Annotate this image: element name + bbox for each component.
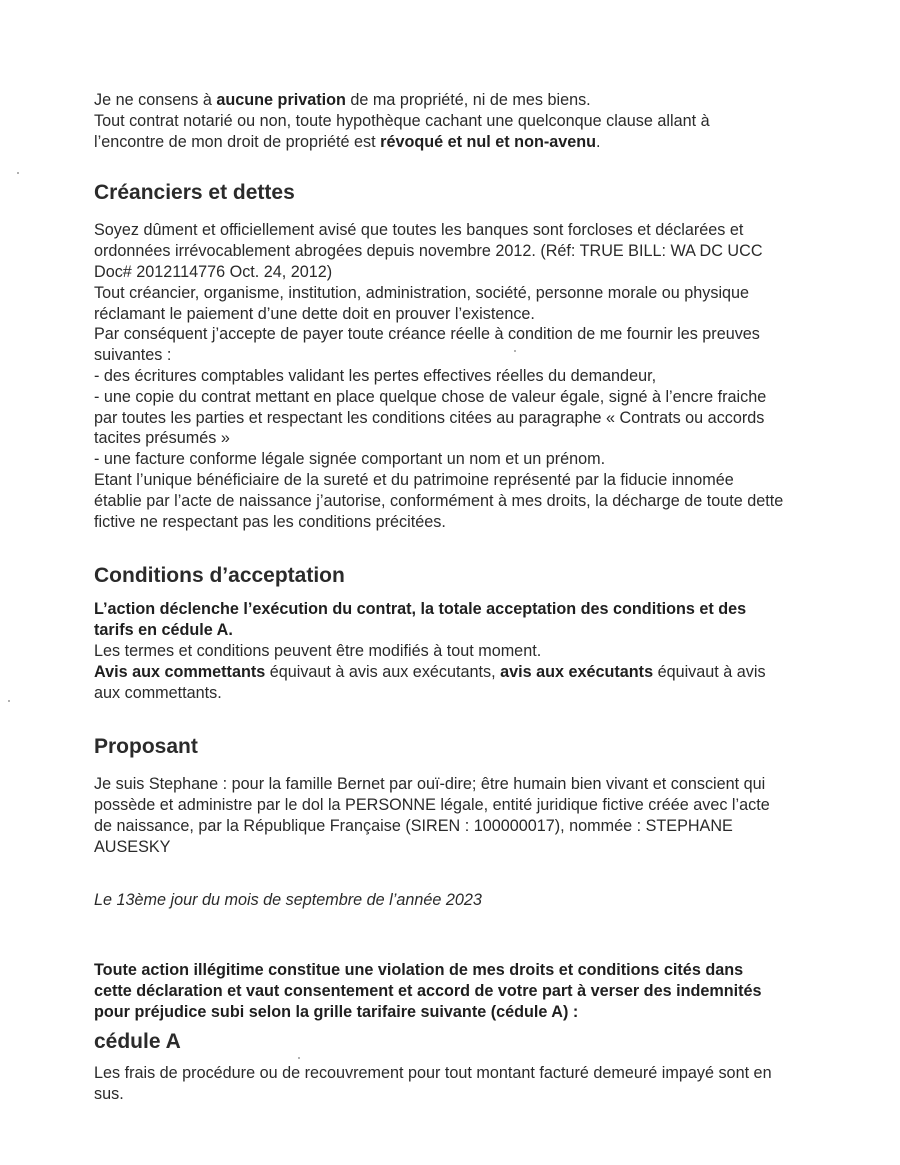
conditions-body [94, 599, 784, 703]
avis-executants: avis aux exécutants [500, 662, 654, 681]
avis-text: équivaut à avis aux commettants. [94, 662, 766, 702]
intro-bold-revoque: révoqué et nul et non-avenu [380, 132, 597, 151]
fees-paragraph: Les frais de procédure ou de recouvrement pour tout montant facturé demeuré impayé sont en sus. [94, 1063, 772, 1103]
conditions-bold-text: L’action déclenche l’exécution du contrat, la totale acceptation des conditions et des tarifs en cédule A. [94, 600, 747, 640]
creanciers-line: Par conséquent j’accepte de payer toute créance réelle à condition de me fournir les preuves suivantes : [94, 325, 760, 365]
intro-text: . [596, 132, 601, 151]
creanciers-body [94, 220, 784, 532]
creanciers-line: Etant l’unique bénéficiaire de la sureté et du patrimoine représenté par la fiducie innomée établie par l’acte de naissance j’autorise, conformément à mes droits, la décharge de toute dette fictive ne respectant pas les conditions précitées. [94, 470, 784, 531]
intro-bold-privation: aucune privation [216, 91, 346, 109]
conditions-line: Les termes et conditions peuvent être modifiés à tout moment. [94, 641, 542, 660]
creanciers-line: - des écritures comptables validant les pertes effectives réelles du demandeur, [94, 366, 657, 385]
scan-speck [298, 1057, 300, 1059]
creanciers-line: Soyez dûment et officiellement avisé que toutes les banques sont forcloses et déclarées et ordonnées irrévocablement abrogées depuis novembre 2012. (Réf: TRUE BILL: WA DC UCC Doc# 2012114776 Oct. 24, 2012) [94, 221, 763, 281]
conditions-bold-paragraph [94, 599, 784, 641]
intro-text: Je ne consens à [94, 91, 217, 109]
scan-speck [17, 172, 19, 174]
creanciers-line: Tout créancier, organisme, institution, administration, société, personne morale ou physique réclamant le paiement d’une dette doit en prouver l’existence. [94, 283, 750, 323]
intro-text: Tout contrat notarié ou non, toute hypothèque cachant une quelconque clause allant à l’encontre de mon droit de propriété est [94, 111, 710, 151]
proposant-text: Je suis Stephane : pour la famille Bernet par ouï-dire; être humain bien vivant et conscient qui possède et administre par le dol la PERSONNE légale, entité juridique fictive créée avec l’acte de naissance, par la République Française (SIREN : 100000017), nommée : STEPHANE AUSESKY [94, 775, 770, 856]
heading-creanciers: Créanciers et dettes [94, 181, 295, 205]
heading-proposant: Proposant [94, 735, 198, 759]
conditions-avis [94, 662, 784, 704]
creanciers-line: - une facture conforme légale signée comportant un nom et un prénom. [94, 450, 606, 469]
heading-cedule: cédule A [94, 1029, 181, 1053]
heading-conditions: Conditions d’acceptation [94, 564, 345, 588]
creanciers-line: - une copie du contrat mettant en place quelque chose de valeur égale, signé à l’encre fraiche par toutes les parties et respectant les conditions citées au paragraphe « Contrats ou accords tacites présumés » [94, 387, 767, 448]
intro-text: de ma propriété, ni de mes biens. [345, 91, 591, 109]
warning-paragraph: Toute action illégitime constitue une violation de mes droits et conditions cités dans cette déclaration et vaut consentement et accord de votre part à verser des indemnités pour préjudice subi selon la grille tarifaire suivante (cédule A) : [94, 961, 762, 1021]
scan-speck [514, 350, 516, 352]
intro-paragraph [94, 90, 784, 152]
avis-commettants: Avis aux commettants [94, 662, 266, 681]
date-line: Le 13ème jour du mois de septembre de l’année 2023 [94, 890, 482, 909]
avis-text: équivaut à avis aux exécutants, [265, 662, 501, 681]
scan-speck [8, 700, 10, 702]
document-page [94, 90, 784, 1104]
